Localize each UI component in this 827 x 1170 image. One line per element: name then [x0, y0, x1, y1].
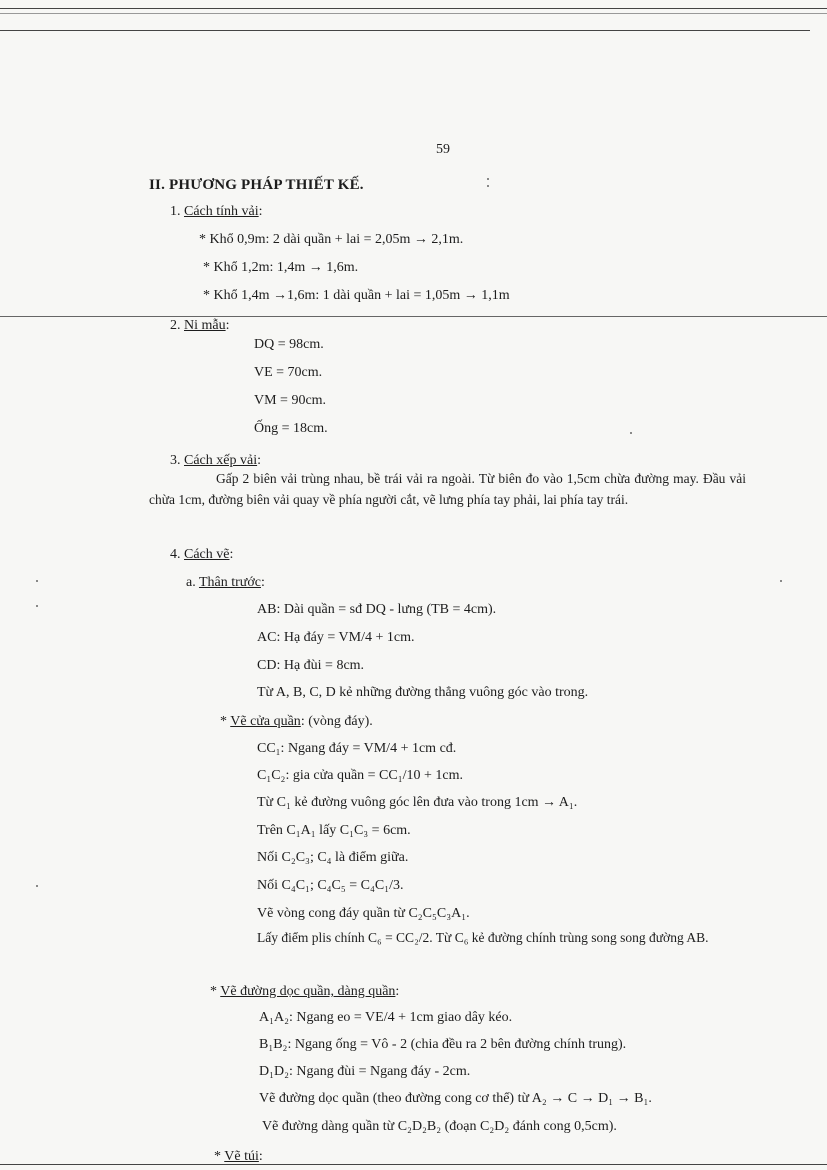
- front-item: CD: Hạ đùi = 8cm.: [257, 658, 365, 673]
- fabric-item: * Khổ 0,9m: 2 dài quần + lai = 2,05m → 2,1m.: [199, 232, 464, 247]
- heading-text: Thân trước: [198, 575, 261, 590]
- section-title: II. PHƯƠNG PHÁP THIẾT KẾ.: [149, 177, 364, 193]
- folding-paragraph: Gấp 2 biên vải trùng nhau, bề trái vải ra ngoài. Từ biên đo vào 1,5cm chừa đường may. Đầu vải chừa 1cm, đường biên vải quay về phía người cắt, vẽ lưng phía tay phải, lai phía tay trái.: [149, 471, 746, 507]
- crotch-item: CC₁: Ngang đáy = VM/4 + 1cm cđ.: [257, 741, 457, 756]
- top-rule: [0, 8, 827, 9]
- seam-item: Vẽ đường dọc quần (theo đường cong cơ thể) từ A₂ → C → D₁ → B₁.: [259, 1091, 652, 1106]
- middle-rule: [0, 316, 827, 317]
- seam-item: A₁A₂: Ngang eo = VE/4 + 1cm giao dây kéo.: [259, 1010, 513, 1025]
- scan-speck: [780, 580, 782, 582]
- crotch-item: C₁C₂: gia cửa quần = CC₁/10 + 1cm.: [257, 768, 464, 783]
- front-item: AB: Dài quần = sđ DQ - lưng (TB = 4cm).: [257, 602, 497, 617]
- front-item: AC: Hạ đáy = VM/4 + 1cm.: [257, 630, 415, 645]
- heading-cach-ve: 4. Cách vẽ:: [170, 547, 234, 562]
- crotch-item: Vẽ vòng cong đáy quần từ C₂C₅C₃A₁.: [257, 906, 470, 921]
- heading-text: Vẽ đường dọc quần, dàng quần: [220, 984, 396, 999]
- fabric-item: * Khổ 1,4m →1,6m: 1 dài quần + lai = 1,05m → 1,1m: [203, 288, 510, 303]
- measurement-item: Ống = 18cm.: [254, 421, 328, 436]
- heading-text: Ni mẫu: [184, 318, 226, 333]
- measurement-item: DQ = 98cm.: [254, 337, 324, 352]
- scan-speck: [36, 605, 38, 607]
- crotch-item: Trên C₁A₁ lấy C₁C₃ = 6cm.: [257, 823, 411, 838]
- measurement-item: VM = 90cm.: [254, 393, 327, 408]
- scan-speck: [487, 185, 489, 187]
- heading-cach-tinh-vai: 1. Cách tính vải:: [170, 204, 263, 219]
- top-rule-2: [0, 13, 827, 14]
- heading-duong-doc-quan: * Vẽ đường dọc quần, dàng quần:: [210, 984, 400, 999]
- header-rule: [0, 30, 810, 31]
- crotch-item-multiline: Lấy điểm plis chính C₆ = CC₂/2. Từ C₆ kẻ đường chính trùng song song đường AB.: [257, 930, 709, 945]
- heading-cach-xep-vai: 3. Cách xếp vải:: [170, 453, 261, 468]
- heading-text: Cách xếp vải: [184, 453, 258, 468]
- heading-ve-cua-quan: * Vẽ cửa quần: (vòng đáy).: [220, 714, 373, 729]
- heading-than-truoc: a. Thân trước:: [186, 575, 265, 590]
- page-number: 59: [436, 142, 450, 157]
- seam-item: Vẽ đường dàng quần từ C₂D₂B₂ (đoạn C₂D₂ đánh cong 0,5cm).: [262, 1119, 617, 1134]
- heading-text: Vẽ cửa quần: [230, 714, 301, 729]
- front-item: Từ A, B, C, D kẻ những đường thẳng vuông góc vào trong.: [257, 685, 589, 700]
- scan-speck: [487, 178, 489, 180]
- heading-text: Cách tính vải: [184, 204, 259, 219]
- heading-ve-tui: * Vẽ túi:: [214, 1149, 263, 1164]
- measurement-item: VE = 70cm.: [254, 365, 323, 380]
- scan-speck: [36, 885, 38, 887]
- crotch-item: Nối C₄C₁; C₄C₅ = C₄C₁/3.: [257, 878, 404, 893]
- scan-speck: [630, 432, 632, 434]
- crotch-item: Nối C₂C₃; C₄ là điểm giữa.: [257, 850, 409, 865]
- scan-speck: [36, 580, 38, 582]
- heading-text: Cách vẽ: [184, 547, 230, 562]
- heading-ni-mau: 2. Ni mẫu:: [170, 318, 230, 333]
- seam-item: D₁D₂: Ngang đùi = Ngang đáy - 2cm.: [259, 1064, 471, 1079]
- seam-item: B₁B₂: Ngang ống = Vô - 2 (chia đều ra 2 bên đường chính trung).: [259, 1037, 627, 1052]
- fabric-item: * Khổ 1,2m: 1,4m → 1,6m.: [203, 260, 359, 275]
- bottom-rule: [0, 1164, 827, 1165]
- crotch-item: Từ C₁ kẻ đường vuông góc lên đưa vào trong 1cm → A₁.: [257, 795, 578, 810]
- heading-text: Vẽ túi: [224, 1149, 259, 1164]
